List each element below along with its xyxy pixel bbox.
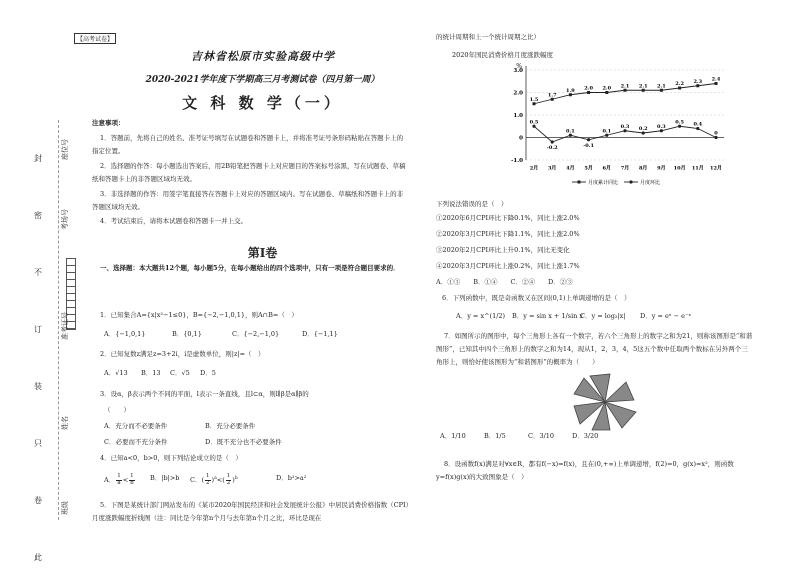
exam-badge: 【高考试卷】 <box>74 33 116 44</box>
data-point <box>587 138 590 141</box>
data-label: 1.9 <box>566 87 575 94</box>
binding-mark: 此 <box>34 553 42 562</box>
q6-option-d: D．y = eˣ − e⁻ˣ <box>640 312 692 320</box>
exam-title: 2020-2021学年度下学期高三月考测试卷（四月第一周） <box>145 75 380 85</box>
x-tick-label: 5月 <box>584 165 593 172</box>
q3-stem: 3．设α，β表示两个不同的平面，l表示一条直线，且l⊂α，则l∥β是α∥β的 <box>100 390 309 398</box>
q4-option-a: A． $\frac{1}{a}$ < $\frac{1}{b}$ <box>104 473 134 486</box>
data-label: 2.0 <box>584 85 593 92</box>
data-label: 0.3 <box>657 123 666 130</box>
q2-option-c: C．√5 <box>170 369 190 377</box>
legend-marker-mom <box>629 180 632 183</box>
x-tick-label: 9月 <box>657 165 666 172</box>
data-label: 0 <box>714 130 718 137</box>
y-tick-label: -1.0 <box>511 158 523 164</box>
x-tick-label: 7月 <box>620 165 630 172</box>
notes-heading: 注意事项： <box>92 119 125 127</box>
data-point <box>551 140 554 143</box>
data-label: 0.5 <box>529 119 539 126</box>
q5-statement-2: ②2020年3月CPI环比下降1.1%，同比上涨2.0% <box>436 230 580 238</box>
q5-statement-3: ③2020年2月CPI环比上升0.1%，同比无变化 <box>436 246 570 254</box>
legend-marker-yoy <box>578 181 581 184</box>
binding-mark: 不 <box>34 268 42 277</box>
q5-statement-1: ①2020年6月CPI环比下降0.1%，同比上涨2.0% <box>436 214 580 222</box>
q1-option-d: D．{−1,1} <box>302 330 338 338</box>
data-label: 2.3 <box>693 78 703 85</box>
q6-option-a: A．y = x^(1/2) <box>456 312 506 320</box>
y-axis-label: % <box>516 63 522 70</box>
data-label: 0.4 <box>693 121 703 128</box>
q3-option-c: C．必要而不充分条件 <box>104 438 168 446</box>
x-tick-label: 2月 <box>529 165 539 172</box>
y-tick-label: 3.0 <box>513 68 523 74</box>
q4-option-b: B．|b|>b <box>150 474 180 482</box>
q3-paren: （ ） <box>104 406 130 414</box>
data-label: 1.7 <box>547 92 557 99</box>
x-tick-label: 4月 <box>566 165 575 172</box>
x-tick-label: 11月 <box>691 165 704 172</box>
pinwheel-figure <box>570 372 640 432</box>
x-tick-label: 12月 <box>710 165 722 172</box>
data-label: 2.1 <box>657 83 666 90</box>
binding-mark: 密 <box>34 211 42 220</box>
note-2: 2．选择题的作答：每小题选出答案后，用2B铅笔把答题卡上对应题目的答案标号涂黑，写在试题卷、草稿纸和答题卡上的非答题区域均无效。 <box>92 162 406 183</box>
q1-stem: 1．已知集合A={x|x²−1≤0}，B={−2,−1,0,1}，则A∩B=（ ） <box>100 311 298 319</box>
q5-stem: 5．下图是某统计部门网站发布的《某市2020年国民经济和社会发展统计公报》中居民消费价格指数（CPI）月度涨跌幅度折线图（注：同比是今年第n个月与去年第n个月之比，环比是现在 <box>92 501 413 522</box>
data-label: 2.1 <box>638 83 648 90</box>
data-label: -0.1 <box>583 142 594 149</box>
triangle-2 <box>605 382 634 402</box>
y-tick-label: 1.0 <box>513 113 523 119</box>
q1-option-b: B．{0,1} <box>172 330 202 338</box>
q4-option-a-label: A． <box>104 476 116 484</box>
chart-title: 2020年国民消费价格月度涨跌幅度 <box>452 51 554 59</box>
binding-line <box>58 120 59 520</box>
side-label-name: 姓名 <box>61 416 69 430</box>
q1-option-c: C．{−2,−1,0} <box>232 330 280 338</box>
triangle-3 <box>605 402 636 428</box>
x-tick-label: 6月 <box>602 165 612 172</box>
side-label-class: 班级 <box>61 501 69 515</box>
q7-option-a: A．1/10 <box>440 432 466 440</box>
note-3: 3．非选择题的作答：用签字笔直接答在答题卡上对应的答题区域内。写在试题卷、草稿纸和答题卡上的非答题区域均无效。 <box>92 190 404 211</box>
school-name: 吉林省松原市实验高级中学 <box>191 50 335 63</box>
side-label-id: 准考证号 <box>61 312 69 340</box>
q7-option-c: C．3/10 <box>528 432 555 440</box>
data-label: 2.1 <box>620 83 630 90</box>
binding-mark: 封 <box>34 154 42 163</box>
data-label: 0.5 <box>675 119 684 126</box>
data-label: 0.2 <box>638 126 648 132</box>
q6-option-c: C．y = log₂|x| <box>580 312 626 320</box>
x-tick-label: 8月 <box>638 165 648 172</box>
side-label-seat: 座位号 <box>61 139 69 160</box>
q5-question: 下列说法错误的是（ ） <box>436 200 508 208</box>
note-4: 4．考试结束后，请将本试题卷和答题卡一并上交。 <box>100 217 248 225</box>
section-intro: 一、选择题：本大题共12个题，每小题5分，在每小题给出的四个选项中，只有一项是符合题目要求的． <box>100 264 400 272</box>
note-1: 1．答题前，先将自己的姓名、准考证号填写在试题卷和答题卡上，并将准考证号条形码粘贴在答题卡上的指定位置。 <box>92 134 404 155</box>
q5-statement-4: ④2020年3月CPI环比上涨0.2%，同比上涨1.7% <box>436 262 580 270</box>
binding-mark: 装 <box>34 382 42 391</box>
data-label: 0.1 <box>566 128 575 135</box>
binding-mark: 订 <box>34 325 42 334</box>
q3-option-a: A．充分而不必要条件 <box>104 422 168 430</box>
data-label: 2.2 <box>675 81 684 87</box>
binding-mark: 只 <box>34 439 42 448</box>
q2-option-b: B．13 <box>141 369 161 377</box>
data-label: 2.4 <box>711 76 721 83</box>
q5-stem-cont: 的统计周期和上一个统计周期之比） <box>436 33 540 41</box>
subject-title: 文 科 数 学（一） <box>182 94 343 112</box>
q2-option-a: A．√13 <box>104 369 128 377</box>
x-tick-label: 3月 <box>547 165 557 172</box>
data-label: 2.0 <box>602 85 612 92</box>
q3-option-b: B．充分必要条件 <box>205 422 256 430</box>
data-label: -0.2 <box>546 145 558 151</box>
q4-option-c: C．( $\frac{1}{2}$ )$^a$<( $\frac{1}{2}$ )$^b$ <box>190 473 238 486</box>
binding-mark: 卷 <box>34 496 42 505</box>
q8-stem: 8．设函数f(x)满足对∀x∈R，都有f(−x)=f(x)，且在(0,+∞)上单调递增，f(2)=0，g(x)=x²，则函数y=f(x)g(x)的大致图象是（ ） <box>436 460 734 481</box>
q5-answer-options: A．①③ B．①④ C．②④ D．②③ <box>436 278 573 286</box>
q4-option-d: D．b²>a² <box>276 474 307 482</box>
q2-stem: 2．已知复数z满足z=3+2i，i是虚数单位，则|z|=（ ） <box>100 350 265 358</box>
section-title: 第Ⅰ卷 <box>247 246 278 260</box>
cpi-line-chart <box>502 62 732 192</box>
q6-option-b: B．y = sin x + 1/sin x <box>512 312 584 320</box>
q7-option-d: D．3/20 <box>572 432 599 440</box>
q3-option-d: D．既不充分也不必要条件 <box>205 438 282 446</box>
q1-option-a: A．{−1,0,1} <box>104 330 146 338</box>
q4-stem: 4．已知a<0，b>0，则下列结论成立的是（ ） <box>100 454 242 462</box>
q6-stem: 6．下列函数中，既是奇函数又在区间(0,1)上单调递增的是（ ） <box>442 294 631 302</box>
q7-stem: 7．如图所示的图形中，每个三角形上各有一个数字，若六个三角形上的数字之和为21，则称该图形是“和谐图形”，已知其中四个三角形上的数字之和为14，现从1，2，3，4，5这五个数中任取两个数标在另外两个三角形上，则恰好使该图形为“和谐图形”的概率为（ ） <box>436 332 753 366</box>
q7-option-b: B．1/5 <box>484 432 506 440</box>
q4-option-c-label: C． <box>190 476 202 484</box>
data-label: 0.1 <box>602 128 612 135</box>
q2-option-d: D．5 <box>200 369 216 377</box>
binding-marks <box>34 130 46 586</box>
legend-label-yoy: 月度累计同比 <box>588 180 619 186</box>
y-tick-label: 0 <box>519 135 523 142</box>
x-tick-label: 10月 <box>673 165 686 172</box>
legend-label-mom: 月度环比 <box>640 180 661 186</box>
data-label: 0.3 <box>620 123 630 130</box>
data-label: 1.5 <box>529 96 539 103</box>
side-label-room: 考场号 <box>61 209 69 230</box>
y-tick-label: 2.0 <box>513 90 523 97</box>
